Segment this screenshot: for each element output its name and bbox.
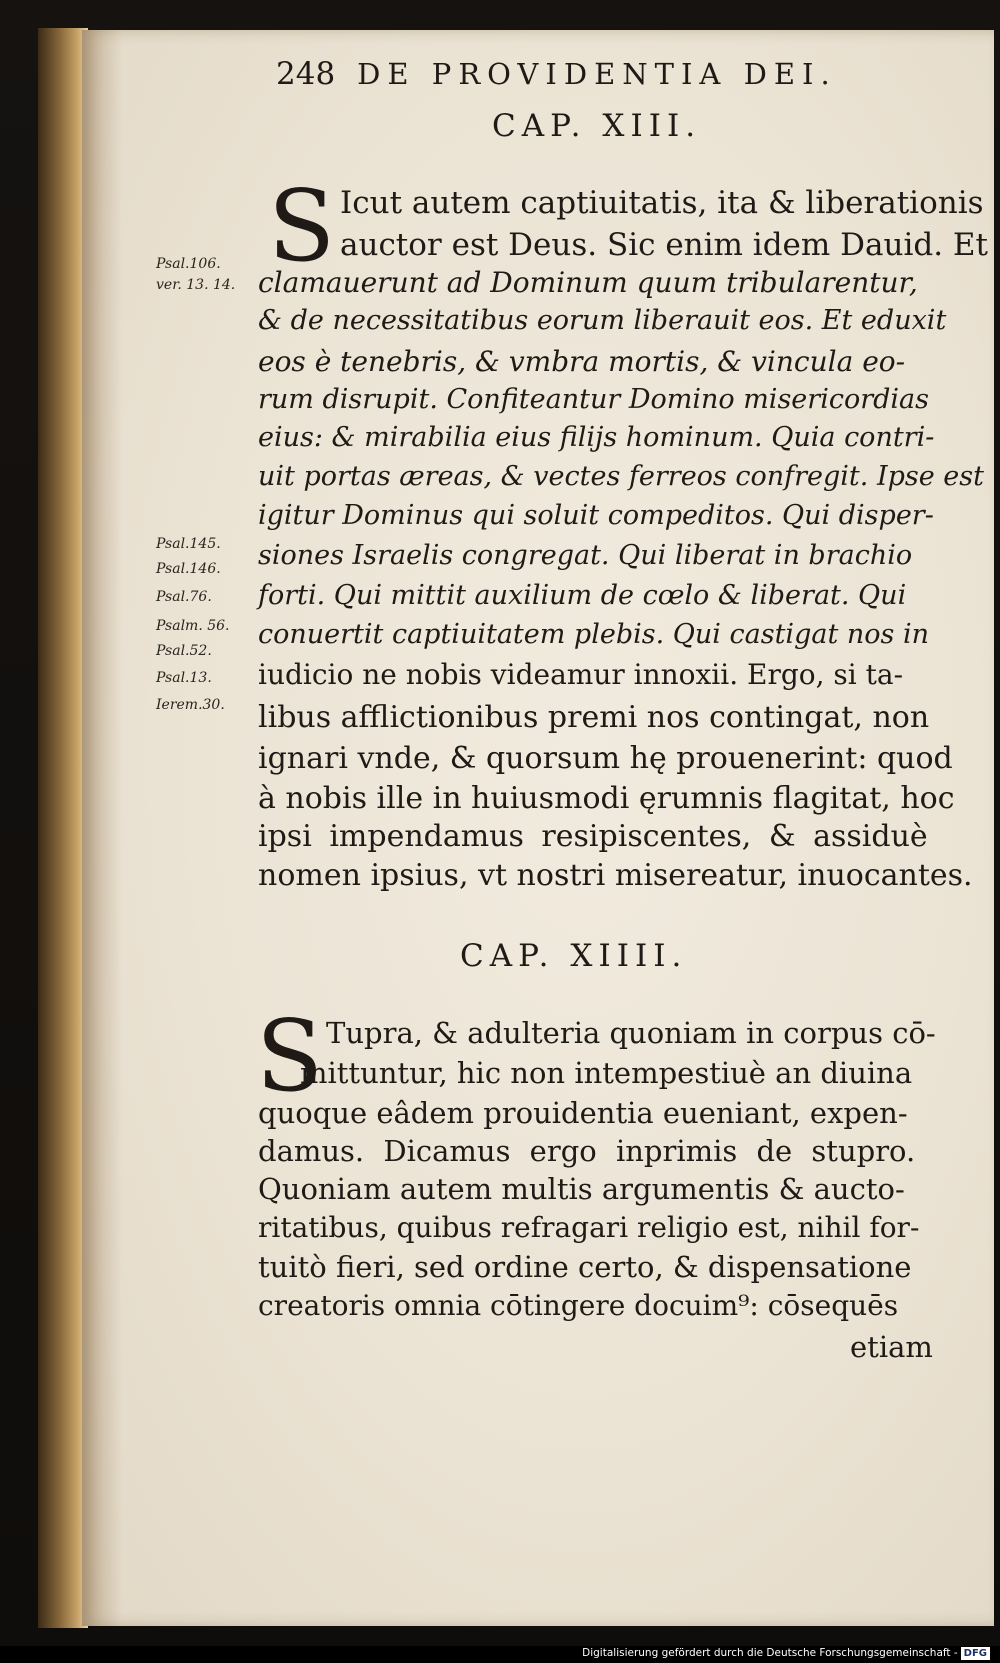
ch13-line: iudicio ne nobis videamur innoxii. Ergo, si ta- — [258, 658, 904, 691]
footer — [582, 1647, 990, 1660]
ch13-line: ignari vnde, & quorsum hę prouenerint: quod — [258, 741, 953, 776]
ch13-line: clamauerunt ad Dominum quum tribularentur, — [258, 266, 918, 299]
ch14-line: quoque eâdem prouidentia eueniant, expen- — [258, 1096, 908, 1130]
margin-note: ver. 13. 14. — [156, 277, 236, 293]
ch14-line: tuitò fieri, sed ordine certo, & dispensatione — [258, 1250, 912, 1284]
ch13-line: Icut autem captiuitatis, ita & liberationis — [340, 185, 984, 221]
ch13-line: forti. Qui mittit auxilium de cœlo & liberat. Qui — [258, 580, 907, 611]
gutter-shadow — [82, 30, 122, 1626]
dfg-logo: DFG — [961, 1647, 990, 1660]
margin-note: Psal.106. — [156, 256, 221, 272]
ch14-line: creatoris omnia cōtingere docuim⁹: cōsequēs — [258, 1289, 899, 1322]
ch13-line: igitur Dominus qui soluit compeditos. Qui disper- — [258, 500, 934, 531]
margin-note: Psal.145. — [156, 536, 221, 552]
margin-note: Psal.76. — [156, 589, 212, 605]
footer-text: Digitalisierung gefördert durch die Deutsche Forschungsgemeinschaft - — [582, 1647, 958, 1659]
ch13-line: nomen ipsius, vt nostri misereatur, inuocantes. — [258, 858, 973, 893]
ch13-line: à nobis ille in huiusmodi ęrumnis flagitat, hoc — [258, 781, 955, 816]
margin-note: Ierem.30. — [156, 697, 225, 713]
ch13-line: conuertit captiuitatem plebis. Qui castigat nos in — [258, 619, 929, 650]
ch14-line: Quoniam autem multis argumentis & aucto- — [258, 1172, 905, 1206]
catchword: etiam — [850, 1330, 933, 1364]
ch13-line: eos è tenebris, & vmbra mortis, & vincula eo- — [258, 345, 906, 378]
running-head — [276, 56, 837, 92]
chapter-13-heading: CAP. XIII. — [492, 108, 702, 144]
ch13-line: auctor est Deus. Sic enim idem Dauid. Et — [340, 227, 989, 263]
ch14-line: ritatibus, quibus refragari religio est, nihil for- — [258, 1211, 920, 1244]
ch14-line: mittuntur, hic non intempestiuè an diuina — [300, 1056, 913, 1090]
ch13-line: eius: & mirabilia eius filijs hominum. Quia contri- — [258, 422, 935, 453]
ch14-line: damus. Dicamus ergo inprimis de stupro. — [258, 1134, 916, 1168]
ch13-line: libus afflictionibus premi nos contingat, non — [258, 700, 930, 735]
ch13-line: siones Israelis congregat. Qui liberat in brachio — [258, 540, 913, 571]
page-edge — [38, 28, 88, 1628]
running-title: DE PROVIDENTIA DEI. — [357, 57, 837, 91]
ch14-line: Tupra, & adulteria quoniam in corpus cō- — [326, 1016, 936, 1050]
ch13-line: rum disrupit. Confiteantur Domino misericordias — [258, 384, 929, 415]
margin-note: Psal.13. — [156, 670, 212, 686]
ch13-line: uit portas æreas, & vectes ferreos confregit. Ipse est — [258, 461, 984, 492]
chapter-14-dropcap: S — [256, 1000, 324, 1114]
ch13-line: & de necessitatibus eorum liberauit eos. Et eduxit — [258, 305, 947, 336]
chapter-14-heading: CAP. XIIII. — [460, 938, 688, 974]
margin-note: Psalm. 56. — [156, 618, 230, 634]
ch13-line: ipsi impendamus resipiscentes, & assiduè — [258, 819, 928, 854]
page-number: 248 — [276, 56, 336, 92]
margin-note: Psal.52. — [156, 643, 212, 659]
chapter-13-dropcap: S — [268, 170, 336, 284]
margin-note: Psal.146. — [156, 561, 221, 577]
